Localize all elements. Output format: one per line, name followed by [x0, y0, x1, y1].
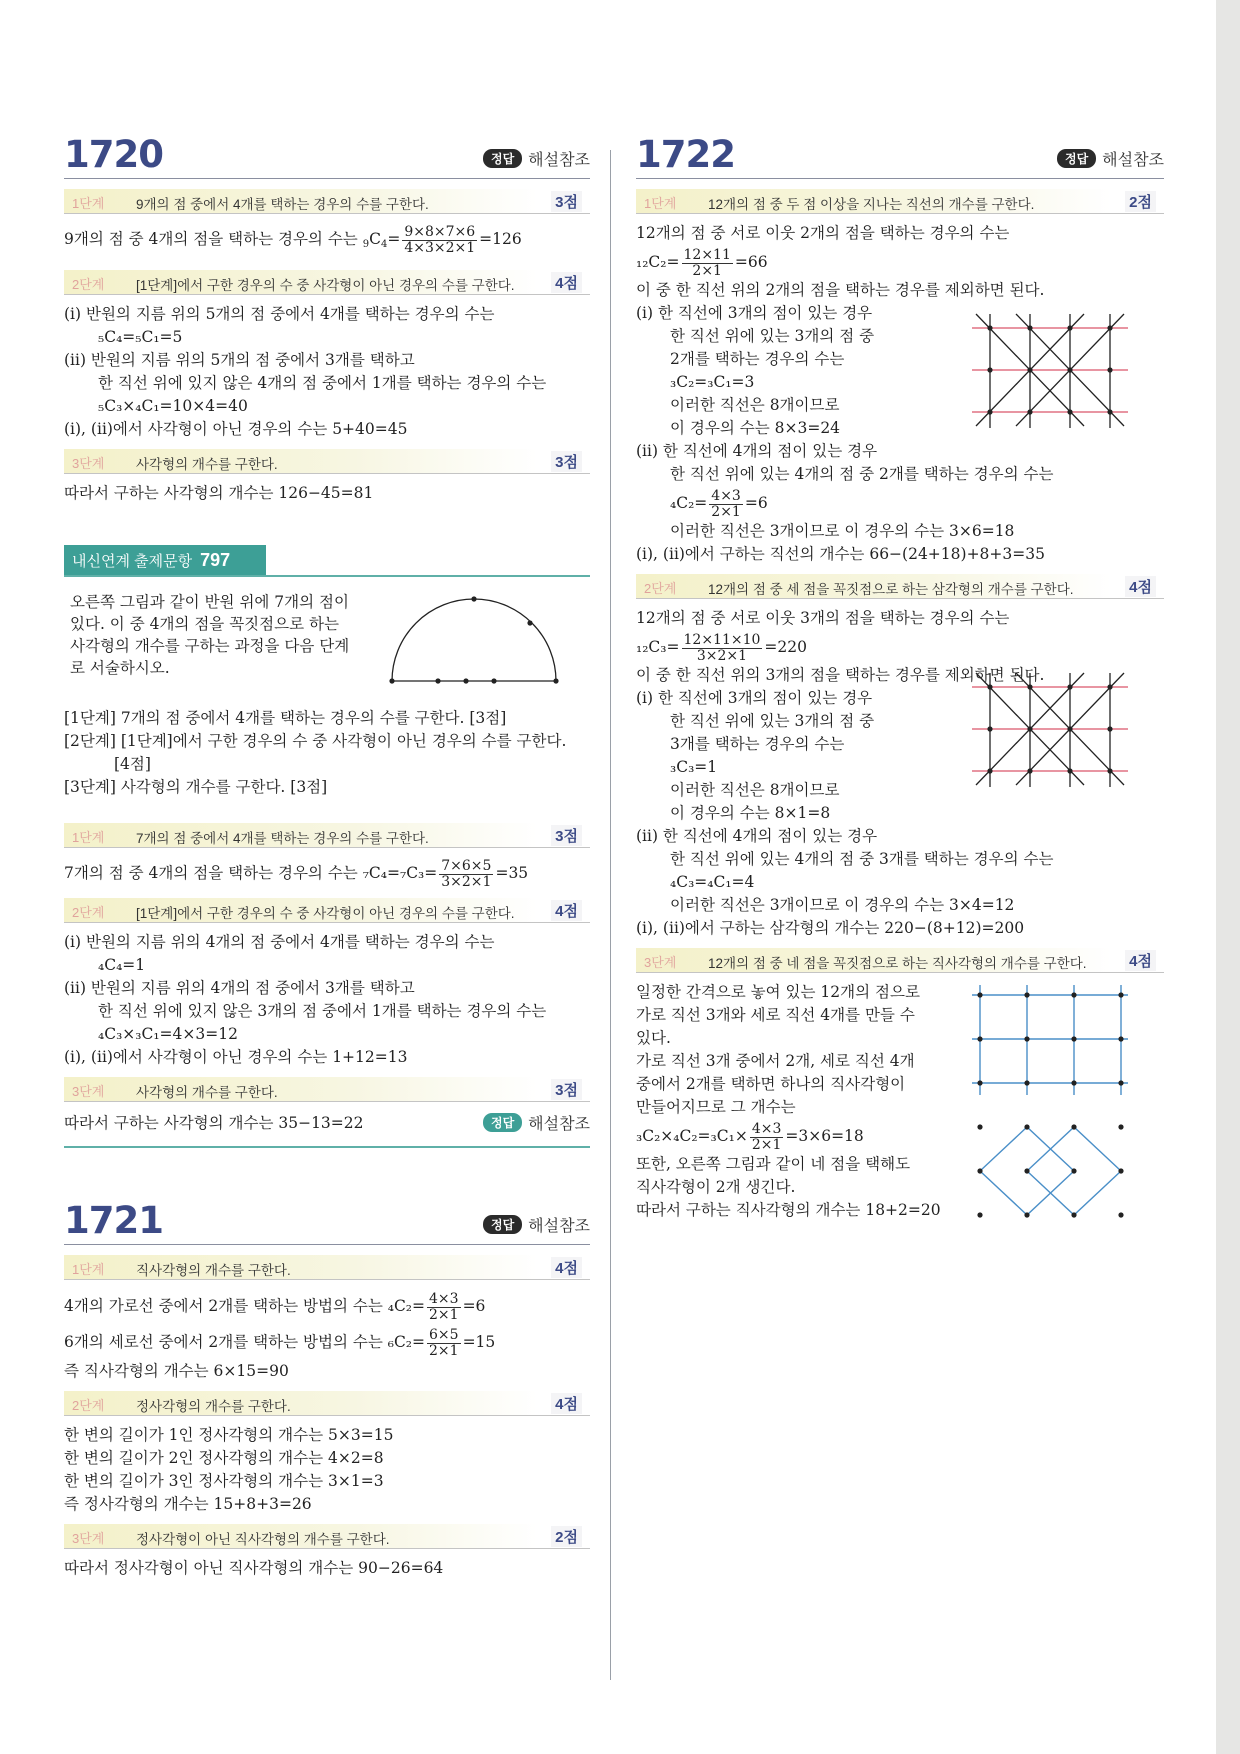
point — [1024, 1212, 1029, 1217]
text-line: (ⅰ), (ⅱ)에서 구하는 삼각형의 개수는 220−(8+12)=200 — [636, 919, 1025, 937]
text-line — [636, 486, 1164, 520]
text-line: 있다. — [636, 1029, 671, 1047]
step-title: [1단계]에서 구한 경우의 수 중 사각형이 아닌 경우의 수를 구한다. — [136, 906, 515, 921]
text: ₁₂C₂= — [636, 253, 680, 271]
fraction — [709, 489, 743, 520]
text-line: (ⅱ) 한 직선에 4개의 점이 있는 경우 — [636, 442, 878, 460]
point — [1118, 1036, 1123, 1041]
answer-badge: 정답 — [483, 1113, 522, 1132]
text-line — [636, 630, 1164, 664]
text-line: ₄C₃=₄C₁=4 — [670, 873, 755, 891]
text-line: 이 중 한 직선 위의 2개의 점을 택하는 경우를 제외하면 된다. — [636, 281, 1045, 299]
step-1-header — [64, 1255, 590, 1280]
point — [1067, 367, 1072, 372]
grid-lines-figure-1 — [966, 312, 1134, 430]
step-3-header — [64, 449, 590, 474]
step-3-header — [64, 1524, 590, 1549]
point — [1024, 1124, 1029, 1129]
step-title: 직사각형의 개수를 구한다. — [136, 1263, 291, 1278]
semicircle-figure — [384, 585, 564, 691]
answer-text: 해설참조 — [528, 152, 590, 169]
step-number: 1단계 — [644, 196, 677, 211]
fraction — [682, 633, 763, 664]
text-line: 가로 직선 3개 중에서 2개, 세로 직선 4개 — [636, 1052, 915, 1070]
text-line — [636, 245, 1164, 279]
text-line: (ⅱ) 반원의 지름 위의 4개의 점 중에서 3개를 택하고 — [64, 979, 415, 997]
answer-label — [483, 147, 590, 170]
text-line: 있다. 이 중 4개의 점을 꼭짓점으로 하는 — [70, 615, 339, 633]
step-1-body — [636, 222, 1164, 566]
text: =6 — [744, 494, 768, 512]
step-points: 3점 — [551, 451, 582, 472]
denominator: 2×1 — [429, 1306, 459, 1323]
text: ₃C₂×₄C₂=₃C₁× — [636, 1127, 748, 1145]
text-line: 이 경우의 수는 8×1=8 — [670, 804, 831, 822]
point — [471, 596, 476, 601]
step-1-header — [636, 189, 1164, 214]
step-number: 2단계 — [72, 905, 105, 920]
fraction — [750, 1122, 784, 1153]
point — [1071, 1212, 1076, 1217]
numerator: 4×3 — [751, 1120, 782, 1137]
step-2-header — [64, 1391, 590, 1416]
text-line: (ⅱ) 한 직선에 4개의 점이 있는 경우 — [636, 827, 878, 845]
step-2-header — [636, 574, 1164, 599]
point — [553, 678, 558, 683]
step-title: 12개의 점 중 두 점 이상을 지나는 직선의 개수를 구한다. — [708, 197, 1035, 212]
text-line: 한 변의 길이가 3인 정사각형의 개수는 3×1=3 — [64, 1472, 384, 1490]
text-line: 한 변의 길이가 2인 정사각형의 개수는 4×2=8 — [64, 1449, 384, 1467]
step-title: 9개의 점 중에서 4개를 택하는 경우의 수를 구한다. — [136, 197, 429, 212]
text-line: 한 직선 위에 있지 않은 4개의 점 중에서 1개를 택하는 경우의 수는 — [98, 374, 547, 392]
sub: 9 — [362, 239, 370, 250]
text: =35 — [495, 864, 529, 882]
text-line: 한 변의 길이가 1인 정사각형의 개수는 5×3=15 — [64, 1426, 394, 1444]
answer-badge: 정답 — [483, 1215, 522, 1234]
step-number: 1단계 — [72, 196, 105, 211]
text: =220 — [764, 638, 807, 656]
text: =3×6=18 — [785, 1127, 864, 1145]
solution-1722 — [636, 130, 1164, 1222]
point — [1071, 1168, 1076, 1173]
text-line: 따라서 구하는 직사각형의 개수는 18+2=20 — [636, 1201, 941, 1219]
step-title: 12개의 점 중 네 점을 꼭짓점으로 하는 직사각형의 개수를 구한다. — [708, 956, 1087, 971]
numerator: 4×3 — [711, 487, 741, 504]
text-line: ₄C₃×₃C₁=4×3=12 — [98, 1025, 238, 1043]
text-line — [64, 1288, 590, 1324]
left-column — [64, 130, 590, 1580]
text-line: (ⅰ) 한 직선에 3개의 점이 있는 경우 — [636, 689, 873, 707]
section-header — [64, 130, 590, 179]
point — [491, 678, 496, 683]
step-title: 사각형의 개수를 구한다. — [136, 1085, 278, 1100]
text-line: 따라서 구하는 사각형의 개수는 126−45=81 — [64, 484, 374, 502]
text: 4개의 가로선 중에서 2개를 택하는 방법의 수는 ₄C₂= — [64, 1297, 426, 1315]
step-3-header — [64, 1077, 590, 1102]
step-number: 1단계 — [72, 830, 105, 845]
step-title: 7개의 점 중에서 4개를 택하는 경우의 수를 구한다. — [136, 831, 429, 846]
text-line: ₅C₄=₅C₁=5 — [98, 328, 183, 346]
text-line: (ⅰ) 반원의 지름 위의 4개의 점 중에서 4개를 택하는 경우의 수는 — [64, 933, 495, 951]
point — [1027, 409, 1032, 414]
section-header — [636, 130, 1164, 179]
spacer — [64, 799, 590, 815]
step-points: 4점 — [1125, 576, 1156, 597]
step-points: 2점 — [551, 1526, 582, 1547]
point — [987, 325, 992, 330]
point — [1027, 367, 1032, 372]
text-line: 이 중 한 직선 위의 3개의 점을 택하는 경우를 제외하면 된다. — [636, 666, 1045, 684]
point — [987, 726, 992, 731]
problem-number: 1722 — [636, 133, 735, 176]
point — [1071, 992, 1076, 997]
answer-text: 해설참조 — [528, 1116, 590, 1133]
denominator: 2×1 — [751, 1136, 782, 1153]
step-title: 12개의 점 중 세 점을 꼭짓점으로 하는 삼각형의 개수를 구한다. — [708, 582, 1074, 597]
text-line: 12개의 점 중 서로 이웃 2개의 점을 택하는 경우의 수는 — [636, 224, 1010, 242]
answer-label — [483, 1213, 590, 1236]
point — [1067, 768, 1072, 773]
step-title: 사각형의 개수를 구한다. — [136, 457, 278, 472]
numerator: 7×6×5 — [441, 857, 492, 874]
answer-label — [1057, 147, 1164, 170]
step-title: [1단계]에서 구한 경우의 수 중 사각형이 아닌 경우의 수를 구한다. — [136, 278, 515, 293]
text: ₄C₂= — [670, 494, 708, 512]
step-points: 4점 — [1125, 950, 1156, 971]
step-title: 정사각형이 아닌 직사각형의 개수를 구한다. — [136, 1532, 390, 1547]
numerator: 12×11 — [683, 246, 731, 263]
text-line: 12개의 점 중 서로 이웃 3개의 점을 택하는 경우의 수는 — [636, 609, 1010, 627]
numerator: 6×5 — [429, 1326, 459, 1343]
step-2-header — [64, 898, 590, 923]
denominator: 3×2×1 — [441, 873, 492, 890]
text-line: 직사각형이 2개 생긴다. — [636, 1178, 796, 1196]
step-1-header — [64, 823, 590, 848]
step-points: 3점 — [551, 1079, 582, 1100]
text-line: (ⅰ) 한 직선에 3개의 점이 있는 경우 — [636, 304, 873, 322]
text: 9개의 점 중 4개의 점을 택하는 경우의 수는 — [64, 230, 363, 248]
point — [1027, 768, 1032, 773]
point — [1067, 684, 1072, 689]
text-line — [64, 222, 590, 262]
text-line: (ⅱ) 반원의 지름 위의 5개의 점 중에서 3개를 택하고 — [64, 351, 415, 369]
point — [1027, 325, 1032, 330]
step-3-body — [636, 981, 1164, 1222]
step-number: 2단계 — [72, 1398, 105, 1413]
step-points: 4점 — [551, 900, 582, 921]
point — [1071, 1036, 1076, 1041]
tilted-rectangles-figure — [966, 1117, 1134, 1227]
column-divider — [610, 150, 611, 1680]
text: 6개의 세로선 중에서 2개를 택하는 방법의 수는 ₆C₂= — [64, 1333, 426, 1351]
point — [987, 684, 992, 689]
step-points: 2점 — [1125, 191, 1156, 212]
answer-label — [483, 1111, 590, 1134]
point — [1118, 1212, 1123, 1217]
step-number: 2단계 — [644, 581, 677, 596]
text-line: 이러한 직선은 8개이므로 — [670, 396, 840, 414]
text-line: 한 직선 위에 있는 3개의 점 중 — [670, 712, 875, 730]
step-2-body — [636, 607, 1164, 940]
grid-lines-figure-2 — [966, 671, 1134, 789]
step-number: 3단계 — [644, 955, 677, 970]
text-line: 한 직선 위에 있는 4개의 점 중 3개를 택하는 경우의 수는 — [670, 850, 1054, 868]
step-1-header — [64, 189, 590, 214]
text-line: 일정한 간격으로 놓여 있는 12개의 점으로 — [636, 983, 920, 1001]
solution-1720 — [64, 130, 590, 505]
naesin-problem-797 — [64, 545, 590, 1148]
point — [1067, 325, 1072, 330]
problem-steps — [64, 707, 590, 799]
text-line: [4점] — [114, 755, 151, 773]
point — [977, 1080, 982, 1085]
point — [1027, 684, 1032, 689]
text-line: 가로 직선 3개와 세로 직선 4개를 만들 수 — [636, 1006, 915, 1024]
problem-text — [70, 591, 349, 679]
step-number: 2단계 — [72, 277, 105, 292]
text-line: 3개를 택하는 경우의 수는 — [670, 735, 845, 753]
answer-badge: 정답 — [1057, 149, 1096, 168]
text: = — [387, 230, 401, 248]
text-line — [64, 1324, 590, 1360]
text: ₁₂C₃= — [636, 638, 680, 656]
step-3-header — [636, 948, 1164, 973]
final-line — [64, 1110, 590, 1136]
point — [1107, 768, 1112, 773]
point — [1107, 684, 1112, 689]
point — [977, 1212, 982, 1217]
numerator: 4×3 — [429, 1290, 459, 1307]
point — [977, 1124, 982, 1129]
section-header — [64, 1196, 590, 1245]
text-line: ₃C₃=1 — [670, 758, 718, 776]
problem-number: 1720 — [64, 133, 163, 176]
point — [1071, 1080, 1076, 1085]
page-edge — [1216, 0, 1240, 1754]
point — [1024, 1080, 1029, 1085]
step-title: 정사각형의 개수를 구한다. — [136, 1399, 291, 1414]
text-line — [64, 856, 590, 890]
semicircle — [392, 599, 556, 681]
text: 7개의 점 중 4개의 점을 택하는 경우의 수는 ₇C₄=₇C₃= — [64, 864, 438, 882]
problem-number: 1721 — [64, 1199, 163, 1242]
point — [1107, 367, 1112, 372]
numerator: 12×11×10 — [683, 631, 761, 648]
text-line: 한 직선 위에 있지 않은 3개의 점 중에서 1개를 택하는 경우의 수는 — [98, 1002, 547, 1020]
text-line: (ⅰ), (ⅱ)에서 사각형이 아닌 경우의 수는 5+40=45 — [64, 420, 408, 438]
point — [1118, 1080, 1123, 1085]
denominator: 2×1 — [429, 1342, 459, 1359]
point — [1071, 1124, 1076, 1129]
text-line: 2개를 택하는 경우의 수는 — [670, 350, 845, 368]
step-points: 4점 — [551, 1393, 582, 1414]
point — [1024, 1036, 1029, 1041]
point — [1067, 409, 1072, 414]
point — [1107, 325, 1112, 330]
text-line: [3단계] 사각형의 개수를 구한다. [3점] — [64, 778, 328, 796]
point — [1118, 1124, 1123, 1129]
text-line: 따라서 구하는 사각형의 개수는 35−13=22 — [64, 1114, 364, 1132]
text-line: 이러한 직선은 3개이므로 이 경우의 수는 3×6=18 — [670, 522, 1015, 540]
point — [1107, 409, 1112, 414]
step-points: 4점 — [551, 272, 582, 293]
point — [977, 1036, 982, 1041]
text-line: (ⅰ) 반원의 지름 위의 5개의 점 중에서 4개를 택하는 경우의 수는 — [64, 305, 495, 323]
fraction — [427, 1292, 461, 1323]
text: =126 — [479, 230, 522, 248]
step-points: 3점 — [551, 825, 582, 846]
point — [977, 992, 982, 997]
naesin-bar — [64, 545, 590, 577]
text: =15 — [462, 1333, 496, 1351]
fraction — [439, 859, 493, 890]
naesin-label — [64, 545, 266, 575]
denominator: 2×1 — [692, 262, 722, 279]
point — [1118, 1168, 1123, 1173]
point — [435, 678, 440, 683]
text-line: 즉 정사각형의 개수는 15+8+3=26 — [64, 1495, 312, 1513]
text-line: ₃C₂=₃C₁=3 — [670, 373, 755, 391]
step-2-header — [64, 270, 590, 295]
text-line: [1단계] 7개의 점 중에서 4개를 택하는 경우의 수를 구한다. [3점] — [64, 709, 507, 727]
text-line: 또한, 오른쪽 그림과 같이 네 점을 택해도 — [636, 1155, 911, 1173]
sub: 4 — [380, 239, 388, 250]
solution-1721 — [64, 1196, 590, 1580]
point — [977, 1168, 982, 1173]
text-line: 한 직선 위에 있는 3개의 점 중 — [670, 327, 875, 345]
right-column — [636, 130, 1164, 1222]
point — [1067, 726, 1072, 731]
point — [987, 367, 992, 372]
text-line: 만들어지므로 그 개수는 — [636, 1098, 796, 1116]
text-line: 따라서 정사각형이 아닌 직사각형의 개수는 90−26=64 — [64, 1559, 444, 1577]
text-line: (ⅰ), (ⅱ)에서 사각형이 아닌 경우의 수는 1+12=13 — [64, 1048, 408, 1066]
text-line: ₅C₃×₄C₁=10×4=40 — [98, 397, 248, 415]
label-text: 내신연계 출제문항 — [72, 553, 193, 570]
text-line: (ⅰ), (ⅱ)에서 구하는 직선의 개수는 66−(24+18)+8+3=35 — [636, 545, 1045, 563]
text-line: 중에서 2개를 택하면 하나의 직사각형이 — [636, 1075, 906, 1093]
text-line: 이러한 직선은 8개이므로 — [670, 781, 840, 799]
point — [527, 620, 532, 625]
text-line: 로 서술하시오. — [70, 659, 170, 677]
step-number: 1단계 — [72, 1262, 105, 1277]
point — [987, 409, 992, 414]
text-line: 한 직선 위에 있는 4개의 점 중 2개를 택하는 경우의 수는 — [670, 465, 1054, 483]
text: =66 — [734, 253, 768, 271]
step-number: 3단계 — [72, 1531, 105, 1546]
naesin-bottom-rule — [64, 1146, 590, 1148]
text: =6 — [462, 1297, 486, 1315]
point — [1027, 726, 1032, 731]
text-line: 즉 직사각형의 개수는 6×15=90 — [64, 1362, 289, 1380]
problem-body — [64, 585, 590, 693]
point — [987, 768, 992, 773]
answer-text: 해설참조 — [528, 1218, 590, 1235]
text-line: 이 경우의 수는 8×3=24 — [670, 419, 841, 437]
point — [1024, 1168, 1029, 1173]
text-line: [2단계] [1단계]에서 구한 경우의 수 중 사각형이 아닌 경우의 수를 구한다. — [64, 732, 567, 750]
fraction — [682, 248, 733, 279]
text: C — [369, 230, 381, 248]
numerator: 9×8×7×6 — [404, 223, 476, 240]
denominator: 2×1 — [711, 503, 741, 520]
point — [1118, 992, 1123, 997]
step-points: 4점 — [551, 1257, 582, 1278]
fraction — [402, 225, 477, 256]
rectangle-grid-figure — [966, 981, 1134, 1101]
answer-text: 해설참조 — [1102, 152, 1164, 169]
naesin-number: 797 — [200, 550, 231, 570]
text-line: 오른쪽 그림과 같이 반원 위에 7개의 점이 — [70, 593, 349, 611]
step-number: 3단계 — [72, 1084, 105, 1099]
text-line: ₄C₄=1 — [98, 956, 146, 974]
text-line: 이러한 직선은 3개이므로 이 경우의 수는 3×4=12 — [670, 896, 1015, 914]
step-number: 3단계 — [72, 456, 105, 471]
denominator: 4×3×2×1 — [404, 239, 476, 256]
denominator: 3×2×1 — [696, 647, 748, 664]
text-line: 사각형의 개수를 구하는 과정을 다음 단계 — [70, 637, 350, 655]
fraction — [427, 1328, 461, 1359]
step-points: 3점 — [551, 191, 582, 212]
point — [389, 678, 394, 683]
answer-badge: 정답 — [483, 149, 522, 168]
point — [1107, 726, 1112, 731]
point — [1024, 992, 1029, 997]
point — [463, 678, 468, 683]
